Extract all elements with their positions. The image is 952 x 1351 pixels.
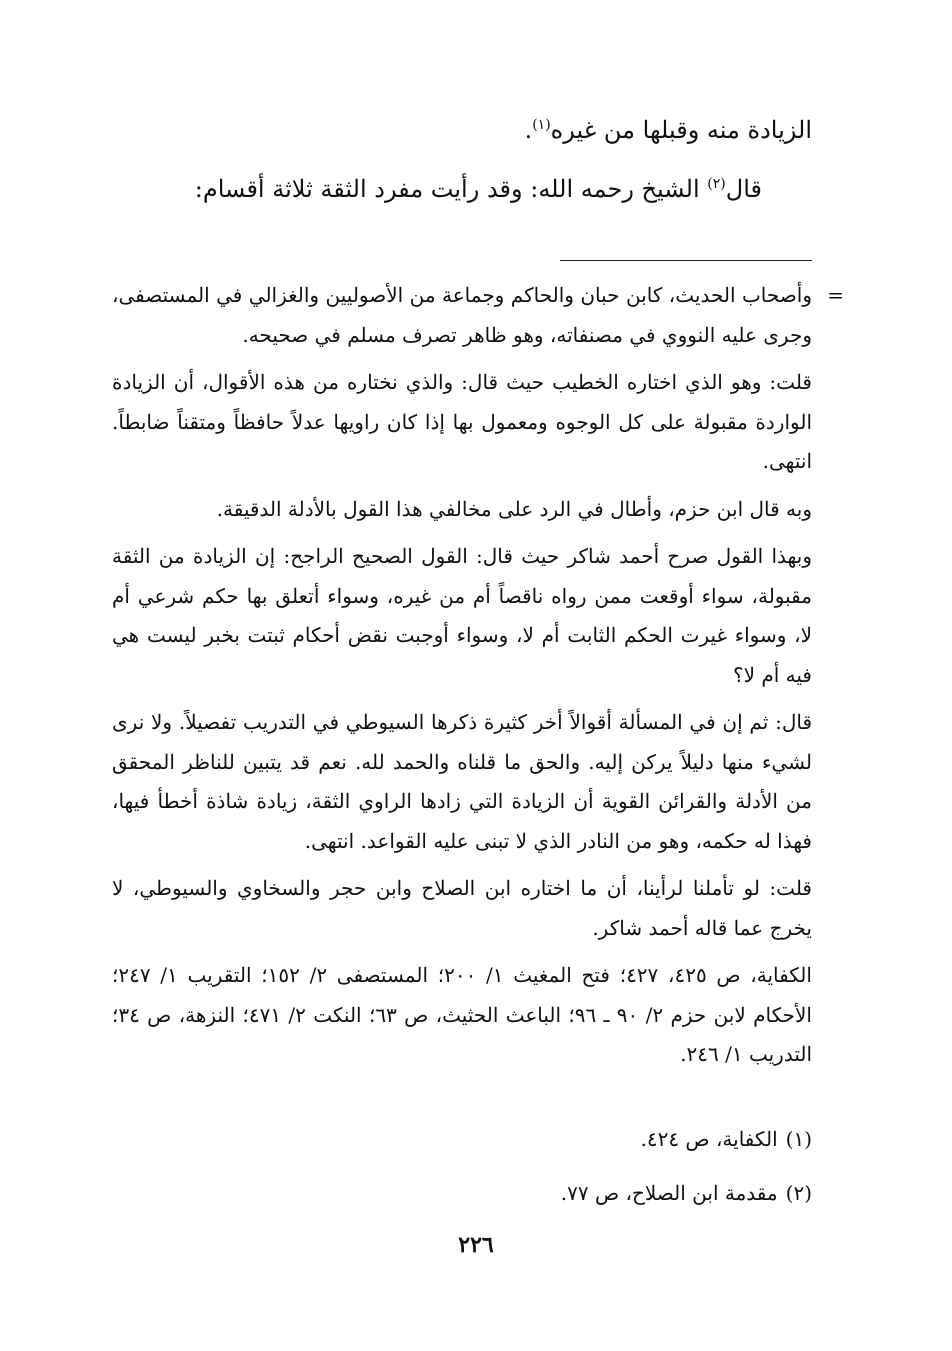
footnote-1 <box>112 1124 812 1154</box>
main-line-1 <box>110 98 812 157</box>
note-paragraph-3: وبه قال ابن حزم، وأطال في الرد على مخالفي هذا القول بالأدلة الدقيقة. <box>216 496 812 521</box>
note-paragraph-7: الكفاية، ص ٤٢٥، ٤٢٧؛ فتح المغيث ١/ ٢٠٠؛ المستصفى ٢/ ١٥٢؛ التقريب ١/ ٢٤٧؛ الأحكام لابن حزم ٢/ ٩٠ ـ ٩٦؛ الباعث الحثيث، ص ٦٣؛ النكت ٢/ ٤٧١؛ النزهة، ص ٣٤؛ التدريب ١/ ٢٤٦. <box>112 963 812 1066</box>
footnote-1-number: (١) <box>785 1127 812 1151</box>
footnote-ref-2: (٢) <box>707 176 726 192</box>
note-paragraph-1-text: وأصحاب الحديث، كابن حبان والحاكم وجماعة من الأصوليين والغزالي في المستصفى، وجرى عليه النووي في مصنفاته، وهو ظاهر تصرف مسلم في صحيحه. <box>112 283 812 347</box>
main-line-2 <box>110 157 812 216</box>
note-paragraph-4: وبهذا القول صرح أحمد شاكر حيث قال: القول الصحيح الراجح: إن الزيادة من الثقة مقبولة، سواء أوقعت ممن رواه ناقصاً أم من غيره، وسواء أتعلق بها حكم شرعي أم لا، وسواء غيرت الحكم الثابت أم لا، وسواء أوجبت نقض أحكام ثبتت بخبر ليست هي فيه أم لا؟ <box>112 544 812 687</box>
note-paragraph-6: قلت: لو تأملنا لرأينا، أن ما اختاره ابن الصلاح وابن حجر والسخاوي والسيوطي، لا يخرج عما قاله أحمد شاكر. <box>112 876 812 940</box>
main-line-1-text: الزيادة منه وقبلها من غيره <box>550 116 812 144</box>
footnote-separator <box>560 260 812 261</box>
note-paragraph-2: قلت: وهو الذي اختاره الخطيب حيث قال: والذي نختاره من هذه الأقوال، أن الزيادة الواردة مقبولة على كل الوجوه ومعمول بها إذا كان راويها عدلاً حافظاً ومتقناً ضابطاً. انتهى. <box>112 370 812 473</box>
footnote-1-text: الكفاية، ص ٤٢٤. <box>640 1127 778 1151</box>
main-line-2-rest: الشيخ رحمه الله: وقد رأيت مفرد الثقة ثلاثة أقسام: <box>194 175 708 203</box>
continuation-mark: = <box>827 283 844 307</box>
footnote-2-number: (٢) <box>785 1181 812 1205</box>
main-line-2-start: قال <box>725 175 762 203</box>
main-text <box>110 98 812 216</box>
note-paragraph-1 <box>112 276 844 355</box>
footnote-2-text: مقدمة ابن الصلاح، ص ٧٧. <box>560 1181 778 1205</box>
footnote-2 <box>112 1178 812 1208</box>
note-paragraph-5: قال: ثم إن في المسألة أقوالاً أخر كثيرة ذكرها السيوطي في التدريب تفصيلاً. ولا نرى لشيء منها دليلاً يركن إليه. والحق ما قلناه والحمد لله. نعم قد يتبين للناظر المحقق من الأدلة والقرائن القوية أن الزيادة التي زادها الراوي الثقة، زيادة شاذة أخطأ فيها، فهذا له حكمه، وهو من النادر الذي لا تبنى عليه القواعد. انتهى. <box>112 710 812 853</box>
page-number: ٢٢٦ <box>458 1232 494 1258</box>
main-line-1-end: . <box>524 116 533 144</box>
continued-footnote <box>112 276 844 1083</box>
footnote-ref-1: (١) <box>532 117 551 133</box>
